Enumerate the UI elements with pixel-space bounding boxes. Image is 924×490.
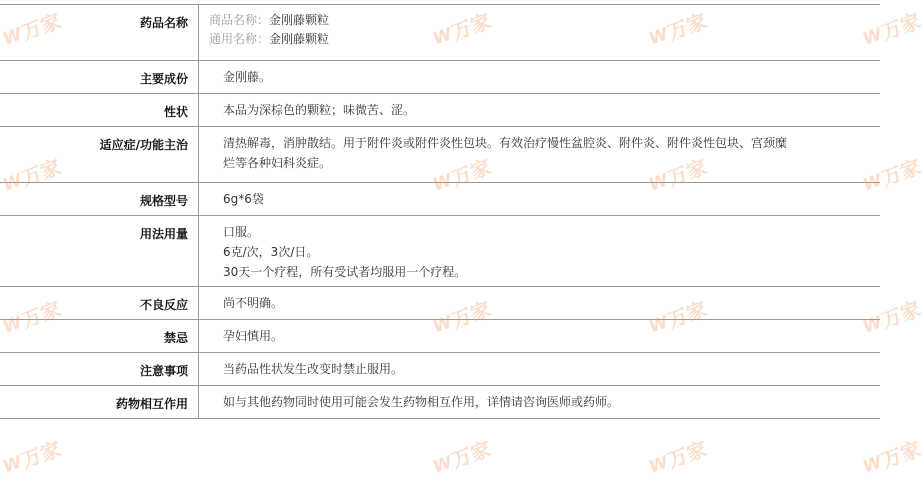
generic-name-key: 通用名称： xyxy=(209,32,270,46)
value-specification: 6g*6袋 xyxy=(199,183,881,216)
label-indications: 适应症/功能主治 xyxy=(0,127,199,183)
label-adverse-reactions: 不良反应 xyxy=(0,287,199,320)
watermark-w-icon: W xyxy=(860,312,884,338)
watermark-w-icon: W xyxy=(0,170,24,196)
watermark-text: 万家 xyxy=(664,296,711,333)
value-interactions: 如与其他药物同时使用可能会发生药物相互作用，详情请咨询医师或药师。 xyxy=(199,386,881,419)
watermark-w-icon: W xyxy=(860,452,884,478)
watermark-w-icon: W xyxy=(0,452,24,478)
row-adverse-reactions xyxy=(0,287,880,320)
dosage-line: 口服。 xyxy=(223,225,260,239)
value-dosage xyxy=(199,216,881,287)
watermark-logo xyxy=(860,438,923,477)
watermark-text: 万家 xyxy=(448,154,495,191)
watermark-text: 万家 xyxy=(878,154,924,191)
watermark-w-icon: W xyxy=(646,170,670,196)
drug-spec-table xyxy=(0,4,880,419)
dosage-line: 6克/次，3次/日。 xyxy=(223,245,319,259)
generic-name-line xyxy=(209,30,790,49)
value-contraindications: 孕妇慎用。 xyxy=(199,320,881,353)
label-appearance: 性状 xyxy=(0,94,199,127)
watermark-text: 万家 xyxy=(664,8,711,45)
label-drug-name: 药品名称 xyxy=(0,5,199,61)
watermark-text: 万家 xyxy=(18,296,65,333)
label-precautions: 注意事项 xyxy=(0,353,199,386)
watermark-logo xyxy=(430,438,493,477)
watermark-text: 万家 xyxy=(18,8,65,45)
watermark-w-icon: W xyxy=(430,452,454,478)
trade-name-key: 商品名称： xyxy=(209,13,270,27)
label-ingredients: 主要成份 xyxy=(0,61,199,94)
watermark-text: 万家 xyxy=(878,8,924,45)
trade-name-value: 金刚藤颗粒 xyxy=(269,13,330,27)
row-dosage xyxy=(0,216,880,287)
watermark-w-icon: W xyxy=(646,452,670,478)
watermark-w-icon: W xyxy=(430,24,454,50)
watermark-text: 万家 xyxy=(448,436,495,473)
value-indications: 清热解毒，消肿散结。用于附件炎或附件炎性包块。有效治疗慢性盆腔炎、附件炎、附件炎性包块、宫颈糜烂等各种妇科炎症。 xyxy=(199,127,881,183)
watermark-text: 万家 xyxy=(878,436,924,473)
watermark-w-icon: W xyxy=(0,24,24,50)
watermark-logo xyxy=(646,438,709,477)
label-interactions: 药物相互作用 xyxy=(0,386,199,419)
watermark-logo xyxy=(0,438,63,477)
watermark-text: 万家 xyxy=(664,154,711,191)
value-drug-name xyxy=(199,5,881,61)
watermark-text: 万家 xyxy=(448,8,495,45)
label-dosage: 用法用量 xyxy=(0,216,199,287)
trade-name-line xyxy=(209,11,790,30)
row-indications xyxy=(0,127,880,183)
watermark-w-icon: W xyxy=(430,170,454,196)
watermark-w-icon: W xyxy=(860,170,884,196)
watermark-w-icon: W xyxy=(430,312,454,338)
watermark-w-icon: W xyxy=(646,24,670,50)
row-specification xyxy=(0,183,880,216)
generic-name-value: 金刚藤颗粒 xyxy=(269,32,330,46)
row-contraindications xyxy=(0,320,880,353)
dosage-line: 30天一个疗程，所有受试者均服用一个疗程。 xyxy=(223,265,467,279)
row-interactions xyxy=(0,386,880,419)
watermark-text: 万家 xyxy=(448,296,495,333)
watermark-w-icon: W xyxy=(0,312,24,338)
row-ingredients xyxy=(0,61,880,94)
watermark-text: 万家 xyxy=(18,154,65,191)
watermark-text: 万家 xyxy=(878,296,924,333)
value-appearance: 本品为深棕色的颗粒；味微苦、涩。 xyxy=(199,94,881,127)
row-precautions xyxy=(0,353,880,386)
row-drug-name xyxy=(0,5,880,61)
watermark-w-icon: W xyxy=(860,24,884,50)
watermark-w-icon: W xyxy=(646,312,670,338)
value-precautions: 当药品性状发生改变时禁止服用。 xyxy=(199,353,881,386)
value-ingredients: 金刚藤。 xyxy=(199,61,881,94)
row-appearance xyxy=(0,94,880,127)
label-contraindications: 禁忌 xyxy=(0,320,199,353)
value-adverse-reactions: 尚不明确。 xyxy=(199,287,881,320)
watermark-text: 万家 xyxy=(664,436,711,473)
label-specification: 规格型号 xyxy=(0,183,199,216)
watermark-text: 万家 xyxy=(18,436,65,473)
